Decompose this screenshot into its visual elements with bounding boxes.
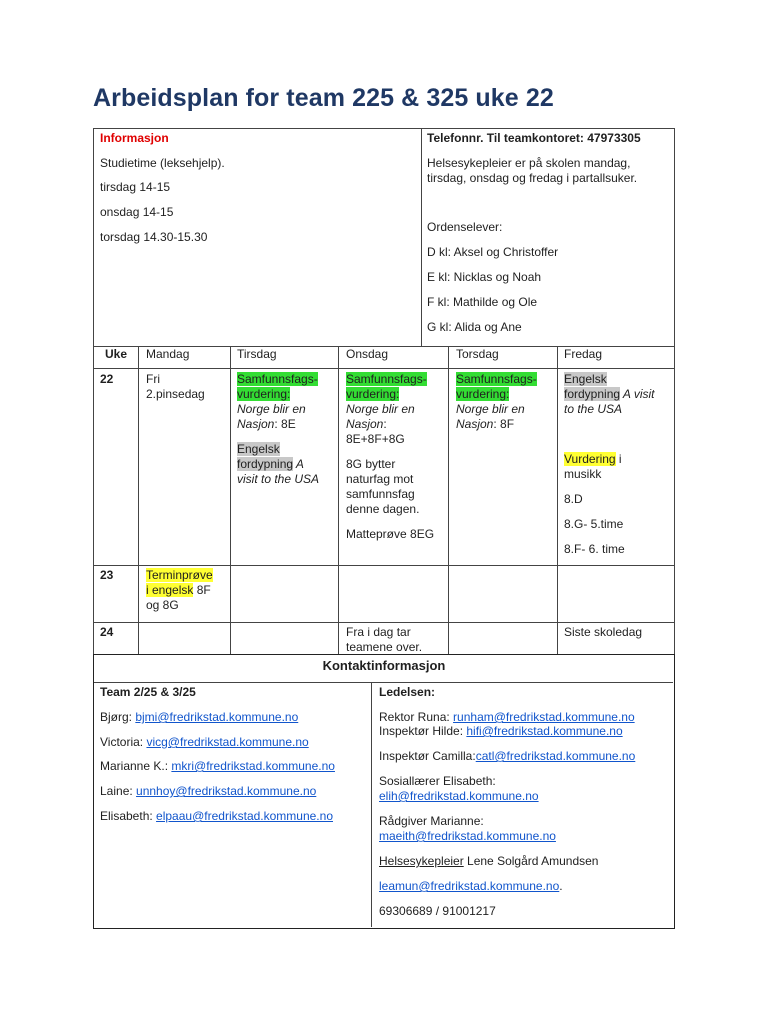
contact-name: Inspektør Camilla: <box>379 749 476 763</box>
thu-22-class <box>456 417 514 432</box>
fri-22-vurd <box>564 452 622 467</box>
team-contact <box>100 809 333 824</box>
hl-text: Samfunnsfags- <box>456 372 537 386</box>
col-header-tirsdag: Tirsdag <box>237 347 277 361</box>
nasjon-text: Nasjon <box>237 417 275 431</box>
rest-text: i <box>615 452 622 466</box>
grid-line <box>674 346 675 655</box>
wed-22-class: 8E+8F+8G <box>346 432 405 446</box>
grid-line <box>93 346 94 655</box>
nurse-info: tirsdag, onsdag og fredag i partallsuker. <box>427 171 638 185</box>
colon-text: : <box>383 417 387 431</box>
hl-text: vurdering: <box>237 387 291 401</box>
wed-22-it <box>346 417 387 432</box>
grid-line <box>138 346 139 655</box>
page-title: Arbeidsplan for team 225 & 325 uke 22 <box>93 84 554 112</box>
week-number: 24 <box>100 625 114 639</box>
contact-name: Victoria: <box>100 735 147 749</box>
fri-22-class: 8.G- 5.time <box>564 517 624 531</box>
tue-22-eng <box>237 457 304 472</box>
hl-text: Samfunnsfags- <box>346 372 427 386</box>
info-line: onsdag 14-15 <box>100 205 174 219</box>
grid-line <box>94 682 673 683</box>
team-heading: Team 2/25 & 3/25 <box>100 685 196 699</box>
phone-label: Telefonnr. Til teamkontoret: 47973305 <box>427 131 641 145</box>
fri-22-eng <box>564 372 607 387</box>
wed-22-swap: 8G bytter <box>346 457 396 471</box>
lead-heading: Ledelsen: <box>379 685 436 699</box>
nurse-info: Helsesykepleier er på skolen mandag, <box>427 156 631 170</box>
wed-22-hl <box>346 387 399 402</box>
grid-line <box>371 682 372 927</box>
orden-item: D kl: Aksel og Christoffer <box>427 245 559 259</box>
hl-text: Terminprøve <box>146 568 213 582</box>
contact-name: Inspektør Hilde: <box>379 724 467 738</box>
tue-22-hl <box>237 372 318 387</box>
team-contact <box>100 759 335 774</box>
lead-contact <box>379 710 635 725</box>
col-header-fredag: Fredag <box>564 347 603 361</box>
lead-contact <box>379 724 623 739</box>
grid-line <box>557 346 558 655</box>
dot-text: . <box>559 879 563 893</box>
orden-item: G kl: Alida og Ane <box>427 320 522 334</box>
hl-text: fordypning <box>237 457 294 471</box>
mon-22: Fri <box>146 372 160 386</box>
tue-22-it: Norge blir en <box>237 402 306 416</box>
info-line: torsdag 14.30-15.30 <box>100 230 208 244</box>
it-text: A <box>293 457 304 471</box>
helse-label: Helsesykepleier <box>379 854 464 868</box>
hl-text: Engelsk <box>237 442 280 456</box>
grid-line <box>230 346 231 655</box>
class-text: : 8E <box>274 417 296 431</box>
email-link[interactable]: unnhoy@fredrikstad.kommune.no <box>136 784 317 798</box>
grid-line <box>93 622 675 623</box>
wed-24: teamene over. <box>346 640 423 654</box>
mon-23 <box>146 583 211 598</box>
info-divider <box>421 129 422 346</box>
hl-text: Engelsk <box>564 372 607 386</box>
helse-email-line <box>379 879 563 894</box>
lead-contact <box>379 749 635 764</box>
class-text: : 8F <box>493 417 515 431</box>
email-link[interactable]: elpaau@fredrikstad.kommune.no <box>156 809 333 823</box>
fri-22-eng: to the USA <box>564 402 623 416</box>
team-contact <box>100 784 316 799</box>
fri-22-music: musikk <box>564 467 602 481</box>
nasjon-text: Nasjon <box>346 417 384 431</box>
col-header-uke: Uke <box>105 347 128 361</box>
tue-22-eng <box>237 442 280 457</box>
tue-22-eng: visit to the USA <box>237 472 320 486</box>
thu-22-hl <box>456 372 537 387</box>
col-header-mandag: Mandag <box>146 347 190 361</box>
orden-item: E kl: Nicklas og Noah <box>427 270 542 284</box>
contact-name: Elisabeth: <box>100 809 157 823</box>
team-contact <box>100 735 309 750</box>
hl-text: Vurdering <box>564 452 616 466</box>
phone-numbers: 69306689 / 91001217 <box>379 904 496 918</box>
nasjon-text: Nasjon <box>456 417 494 431</box>
lead-contact <box>379 829 556 844</box>
helse-name: Lene Solgård Amundsen <box>463 854 599 868</box>
week-number: 23 <box>100 568 114 582</box>
contact-name: Laine: <box>100 784 137 798</box>
week-number: 22 <box>100 372 114 386</box>
lead-contact-name: Rådgiver Marianne: <box>379 814 484 828</box>
email-link[interactable]: elih@fredrikstad.kommune.no <box>379 789 539 803</box>
grid-line <box>338 346 339 655</box>
wed-22-swap: naturfag mot <box>346 472 414 486</box>
lead-contact <box>379 789 539 804</box>
wed-22-it: Norge blir en <box>346 402 415 416</box>
email-link[interactable]: mkri@fredrikstad.kommune.no <box>171 759 335 773</box>
email-link[interactable]: bjmi@fredrikstad.kommune.no <box>135 710 299 724</box>
info-line: Studietime (leksehjelp). <box>100 156 225 170</box>
fri-22-eng <box>564 387 655 402</box>
wed-22-swap: denne dagen. <box>346 502 420 516</box>
wed-22-hl <box>346 372 427 387</box>
helse-contact <box>379 854 598 869</box>
wed-24: Fra i dag tar <box>346 625 411 639</box>
tue-22-hl <box>237 387 290 402</box>
hl-text: vurdering: <box>456 387 510 401</box>
contact-name: Marianne K.: <box>100 759 172 773</box>
col-header-onsdag: Onsdag <box>346 347 389 361</box>
email-link[interactable]: vicg@fredrikstad.kommune.no <box>146 735 309 749</box>
col-header-torsdag: Torsdag <box>456 347 499 361</box>
hl-text: i engelsk <box>146 583 194 597</box>
thu-22-it: Norge blir en <box>456 402 525 416</box>
wed-22-swap: samfunnsfag <box>346 487 415 501</box>
wed-22-math: Matteprøve 8EG <box>346 527 435 541</box>
email-link[interactable]: catl@fredrikstad.kommune.no <box>475 749 636 763</box>
fri-22-class: 8.D <box>564 492 583 506</box>
info-heading: Informasjon <box>100 131 169 145</box>
lead-contact-name: Sosiallærer Elisabeth: <box>379 774 496 788</box>
fri-22-class: 8.F- 6. time <box>564 542 625 556</box>
mon-23: og 8G <box>146 598 179 612</box>
contact-name: Rektor Runa: <box>379 710 454 724</box>
info-line: tirsdag 14-15 <box>100 180 171 194</box>
mon-23 <box>146 568 213 583</box>
grid-line <box>93 368 675 369</box>
hl-text: vurdering: <box>346 387 400 401</box>
tue-22-class <box>237 417 296 432</box>
grid-line <box>448 346 449 655</box>
email-link[interactable]: maeith@fredrikstad.kommune.no <box>379 829 556 843</box>
it-text: A visit <box>620 387 655 401</box>
rest-text: 8F <box>193 583 211 597</box>
mon-22: 2.pinsedag <box>146 387 205 401</box>
grid-line <box>93 565 675 566</box>
contact-name: Bjørg: <box>100 710 136 724</box>
thu-22-hl <box>456 387 509 402</box>
email-link[interactable]: leamun@fredrikstad.kommune.no <box>379 879 560 893</box>
hl-text: fordypning <box>564 387 621 401</box>
email-link[interactable]: hifi@fredrikstad.kommune.no <box>466 724 623 738</box>
contact-heading: Kontaktinformasjon <box>322 658 446 673</box>
fri-24: Siste skoledag <box>564 625 643 639</box>
orden-item: F kl: Mathilde og Ole <box>427 295 538 309</box>
team-contact <box>100 710 298 725</box>
hl-text: Samfunnsfags- <box>237 372 318 386</box>
email-link[interactable]: runham@fredrikstad.kommune.no <box>453 710 635 724</box>
orden-heading: Ordenselever: <box>427 220 503 234</box>
